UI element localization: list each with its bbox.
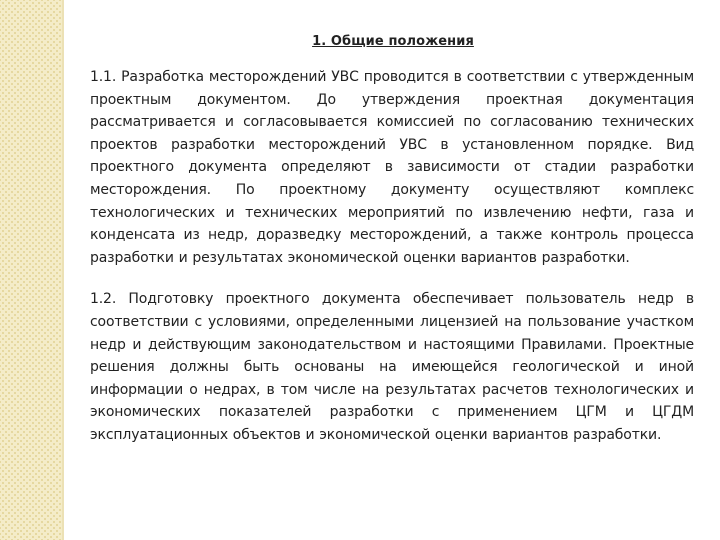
paragraph-1-1: 1.1. Разработка месторождений УВС проводится в соответствии с утвержденным проектным документом. До утверждения проектная документация рассматривается и согласовывается комиссией по согласованию технических проектов разработки месторождений УВС в установленном порядке. Вид проектного документа определяют в зависимости от стадии разработки месторождения. По проектному документу осуществляют комплекс технологических и технических мероприятий по извлечению нефти, газа и конденсата из недр, доразведку месторождений, а также контроль процесса разработки и результатах экономической оценки вариантов разработки. bbox=[90, 69, 694, 266]
side-strip-edge bbox=[62, 0, 64, 540]
decorative-side-strip bbox=[0, 0, 62, 540]
paragraph-1-2: 1.2. Подготовку проектного документа обеспечивает пользователь недр в соответствии с условиями, определенными лицензией на пользование участком недр и действующим законодательством и настоящими Правилами. Проектные решения должны быть основаны на имеющейся геологической и иной информации о недрах, в том числе на результатах расчетов технологических и экономических показателей разработки с применением ЦГМ и ЦГДМ эксплуатационных объектов и экономической оценки вариантов разработки. bbox=[90, 291, 694, 443]
slide-content bbox=[90, 34, 694, 447]
section-title: 1. Общие положения bbox=[312, 34, 474, 49]
